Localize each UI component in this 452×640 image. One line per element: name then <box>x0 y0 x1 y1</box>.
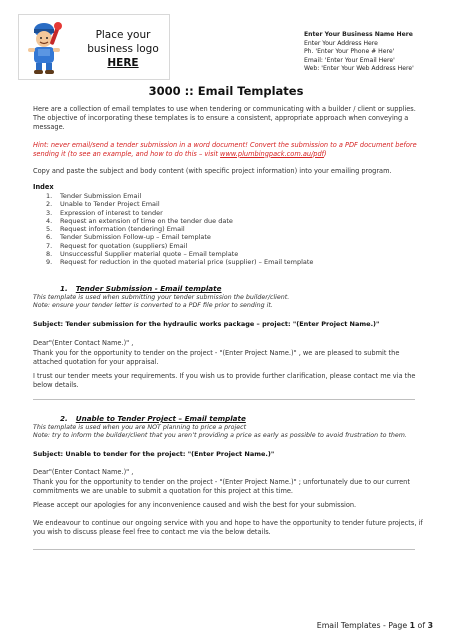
index-heading: Index <box>33 183 54 191</box>
section-1-subject: Subject: Tender submission for the hydraulic works package – project: "(Enter Project Name.)" <box>33 320 380 328</box>
index-item[interactable]: 1. Tender Submission Email <box>46 192 142 200</box>
logo-line-2: business logo <box>87 43 159 55</box>
business-address: Enter Your Address Here <box>304 39 378 47</box>
index-item[interactable]: 2. Unable to Tender Project Email <box>46 200 160 209</box>
index-item[interactable]: 9. Request for reduction in the quoted material price (supplier) – Email template <box>46 258 314 267</box>
section-2-body-2: Please accept our apologies for any inconvenience caused and wish the best for your submission. <box>33 501 357 509</box>
page-total: 3 <box>427 621 433 630</box>
hint-end: ) <box>323 149 327 158</box>
section-divider <box>33 399 415 400</box>
page-number: 1 <box>409 621 416 630</box>
business-details <box>304 31 414 74</box>
plumber-mascot-icon <box>23 19 69 77</box>
section-1-greeting: Dear"(Enter Contact Name.)" , <box>33 339 134 347</box>
section-2-subject: Subject: Unable to tender for the project: "(Enter Project Name.)" <box>33 450 275 458</box>
index-item[interactable]: 7. Request for quotation (suppliers) Email <box>46 241 188 250</box>
section-2-body-3: We endeavour to continue our ongoing service with you and hope to have the opportunity to tender future projects, if you wish to discuss please feel free to contact me via the below details. <box>33 519 423 536</box>
hint-text: Hint: never email/send a tender submission in a word document! Convert the submission to a PDF document before sending it (to see an example, and how to do this – visit <box>33 141 417 158</box>
business-phone: Ph. 'Enter Your Phone # Here' <box>304 48 395 56</box>
section-2-greeting: Dear"(Enter Contact Name.)" , <box>33 468 134 476</box>
section-2-heading: 2. Unable to Tender Project – Email template <box>60 414 246 423</box>
section-2-notes: This template is used when you are NOT planning to price a project Note: try to inform the builder/client that you aren’t providing a price as early as possible to avoid frustration to them. <box>33 424 407 440</box>
index-item[interactable]: 3. Expression of interest to tender <box>46 208 163 217</box>
logo-placeholder-text <box>77 28 169 70</box>
pdf-help-link[interactable]: www.plumbingpack.com.au/pdf <box>220 149 324 158</box>
index-list <box>46 192 313 267</box>
section-1-body-1: Thank you for the opportunity to tender on the project - "(Enter Project Name.)" , we are pleased to submit the attached quotation for your appraisal. <box>33 349 400 366</box>
index-item[interactable]: 6. Tender Submission Follow-up – Email template <box>46 233 211 242</box>
section-1-body-2: I trust our tender meets your requirements. If you wish us to provide further clarification, please contact me via the below details. <box>33 372 416 389</box>
hint-paragraph <box>33 141 425 159</box>
page-footer: Email Templates - Page 1 of 3 <box>316 621 433 630</box>
index-item[interactable]: 8. Unsuccessful Supplier material quote – Email template <box>46 250 239 259</box>
index-item[interactable]: 5. Request information (tendering) Email <box>46 225 185 234</box>
business-email: Email: 'Enter Your Email Here' <box>304 56 395 64</box>
business-web: Web: 'Enter Your Web Address Here' <box>304 65 414 73</box>
page-title: 3000 :: Email Templates <box>148 84 304 98</box>
copy-instruction: Copy and paste the subject and body content (with specific project information) into your emailing program. <box>33 167 392 175</box>
section-1-notes: This template is used when submitting your tender submission the builder/client. Note: ensure your tender letter is converted to a PDF file prior to sending it. <box>33 294 290 310</box>
logo-line-3: HERE <box>107 57 139 69</box>
section-1-heading: 1. Tender Submission - Email template <box>60 284 222 293</box>
section-divider <box>33 549 415 550</box>
logo-placeholder <box>18 14 170 80</box>
logo-line-1: Place your <box>95 29 151 41</box>
section-2-body-1: Thank you for the opportunity to tender on the project - "(Enter Project Name.)" ; unfortunately due to our current commitments we are unable to submit a quotation for this project at this time. <box>33 478 410 495</box>
index-item[interactable]: 4. Request an extension of time on the tender due date <box>46 216 233 225</box>
business-name: Enter Your Business Name Here <box>304 31 413 38</box>
intro-paragraph: Here are a collection of email templates to use when tendering or communicating with a builder / client or supplies. The objective of incorporating these templates is to ensure a consistent, appropriate approach when conveying a message. <box>33 105 416 131</box>
